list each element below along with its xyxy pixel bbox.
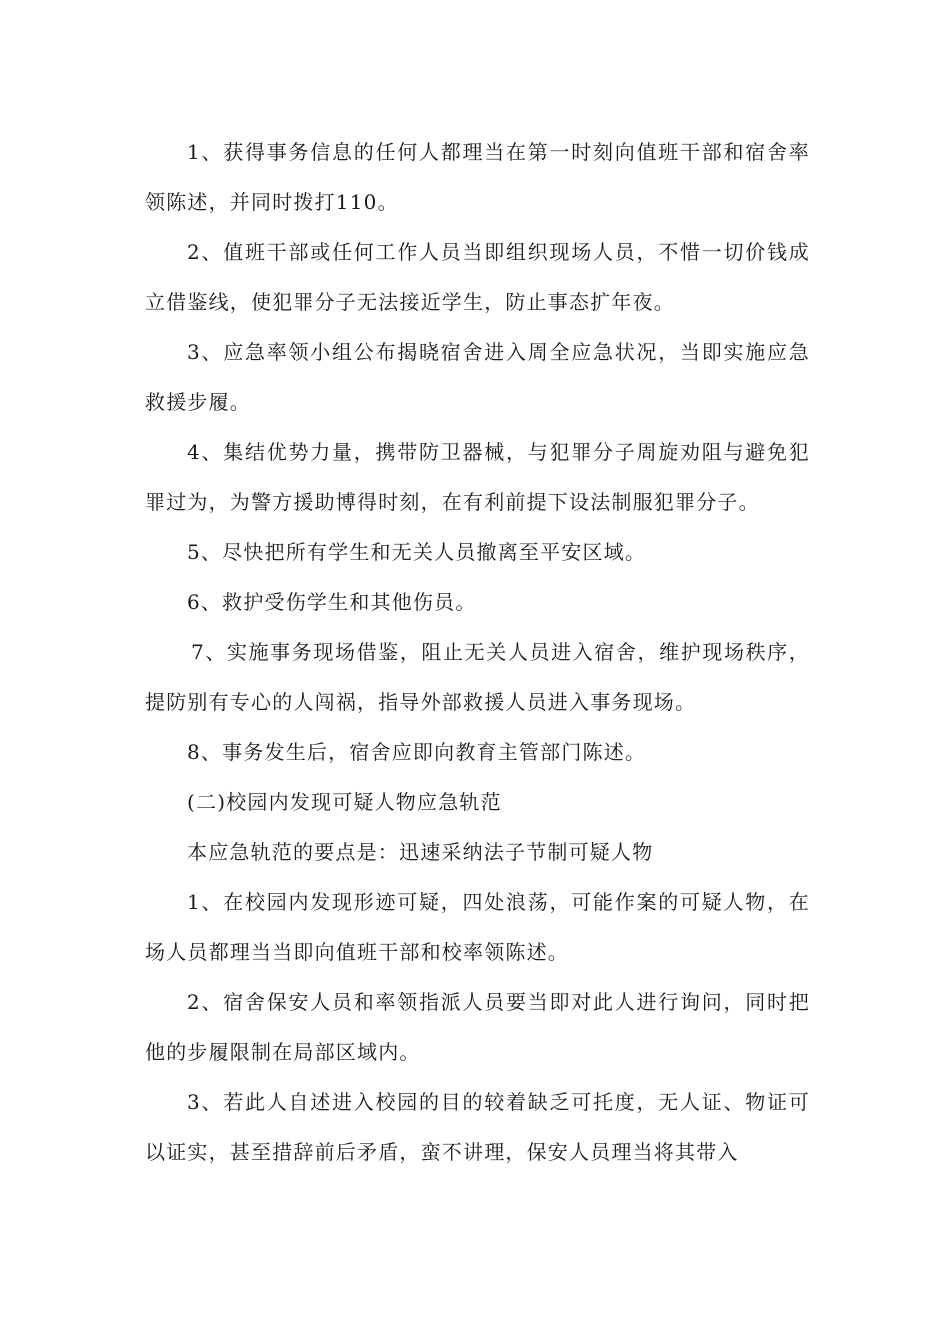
document-body [145,127,810,1177]
paragraph-2: 2、值班干部或任何工作人员当即组织现场人员，不惜一切价钱成立借鉴线，使犯罪分子无法接近学生，防止事态扩年夜。 [145,240,810,314]
section-heading: (二)校园内发现可疑人物应急轨范 [187,790,502,814]
paragraph-7: 7、实施事务现场借鉴，阻止无关人员进入宿舍，维护现场秩序，提防别有专心的人闯祸，指导外部救援人员进入事务现场。 [145,640,810,714]
paragraph-9: 1、在校园内发现形迹可疑，四处浪荡，可能作案的可疑人物，在场人员都理当当即向值班干部和校率领陈述。 [145,890,810,964]
paragraph-10: 2、宿舍保安人员和率领指派人员要当即对此人进行询问，同时把他的步履限制在局部区域内。 [145,990,810,1064]
section-summary: 本应急轨范的要点是：迅速采纳法子节制可疑人物 [187,840,654,864]
paragraph-11: 3、若此人自述进入校园的目的较着缺乏可托度，无人证、物证可以证实，甚至措辞前后矛盾，蛮不讲理，保安人员理当将其带入 [145,1090,810,1164]
paragraph-1: 1、获得事务信息的任何人都理当在第一时刻向值班干部和宿舍率领陈述，并同时拨打110。 [145,140,810,214]
paragraph-5: 5、尽快把所有学生和无关人员撤离至平安区域。 [187,540,647,564]
paragraph-6: 6、救护受伤学生和其他伤员。 [187,590,477,614]
paragraph-3: 3、应急率领小组公布揭晓宿舍进入周全应急状况，当即实施应急救援步履。 [145,340,810,414]
paragraph-4: 4、集结优势力量，携带防卫器械，与犯罪分子周旋劝阻与避免犯罪过为，为警方援助博得时刻，在有利前提下设法制服犯罪分子。 [145,440,810,514]
paragraph-8: 8、事务发生后，宿舍应即向教育主管部门陈述。 [187,740,647,764]
